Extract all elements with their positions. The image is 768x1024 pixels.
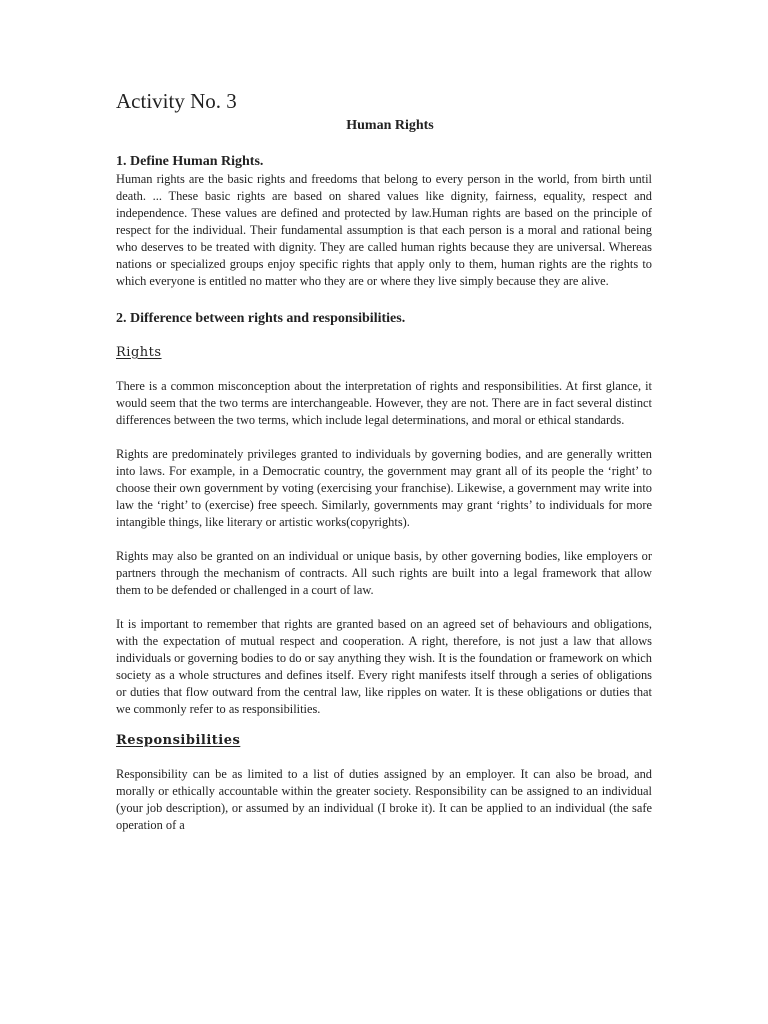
section-1-heading: 1. Define Human Rights. [116,154,264,169]
activity-title: Activity No. 3 [116,89,237,113]
document-page [116,88,652,834]
rights-paragraph-3: Rights may also be granted on an individual or unique basis, by other governing bodies, like employers or partners through the mechanism of contracts. All such rights are built into a legal framework that allow them to be defended or challenged in a court of law. [116,549,652,597]
document-subtitle: Human Rights [346,118,434,133]
section-2-heading: 2. Difference between rights and responsibilities. [116,311,406,326]
responsibilities-heading: Responsibilities [116,733,241,748]
responsibilities-paragraph: Responsibility can be as limited to a list of duties assigned by an employer. It can also be broad, and morally or ethically accountable within the greater society. Responsibility can be assigned to an individual (your job description), or assumed by an individual (I broke it). It can be applied to an individual (the safe operation of a [116,767,652,832]
rights-paragraph-2: Rights are predominately privileges granted to individuals by governing bodies, and are generally written into laws. For example, in a Democratic country, the government may grant all of its people the ‘right’ to choose their own government by voting (exercising your franchise). Likewise, a government may write into law the ‘right’ to (exercise) free speech. Similarly, governments may grant ‘rights’ to individuals for more intangible things, like literary or artistic works(copyrights). [116,447,652,529]
rights-paragraph-1: There is a common misconception about the interpretation of rights and responsibilities. At first glance, it would seem that the two terms are interchangeable. However, they are not. There are in fact several distinct differences between the two terms, which include legal determinations, and moral or ethical standards. [116,379,652,427]
rights-paragraph-4: It is important to remember that rights are granted based on an agreed set of behaviours and obligations, with the expectation of mutual respect and cooperation. A right, therefore, is not just a law that allows individuals or governing bodies to do or say anything they wish. It is the foundation or framework on which society as a whole structures and defines itself. Every right manifests itself through a series of obligations or duties that flow outward from the central law, like ripples on water. It is these obligations or duties that we commonly refer to as responsibilities. [116,617,652,716]
rights-heading: Rights [116,345,162,360]
section-1-paragraph: Human rights are the basic rights and freedoms that belong to every person in the world, from birth until death. ... These basic rights are based on shared values like dignity, fairness, equality, respect and independence. These values are defined and protected by law.Human rights are based on the principle of respect for the individual. Their fundamental assumption is that each person is a moral and rational being who deserves to be treated with dignity. They are called human rights because they are universal. Whereas nations or specialized groups enjoy specific rights that apply only to them, human rights are the rights to which everyone is entitled no matter who they are or where they live simply because they are alive. [116,172,652,288]
